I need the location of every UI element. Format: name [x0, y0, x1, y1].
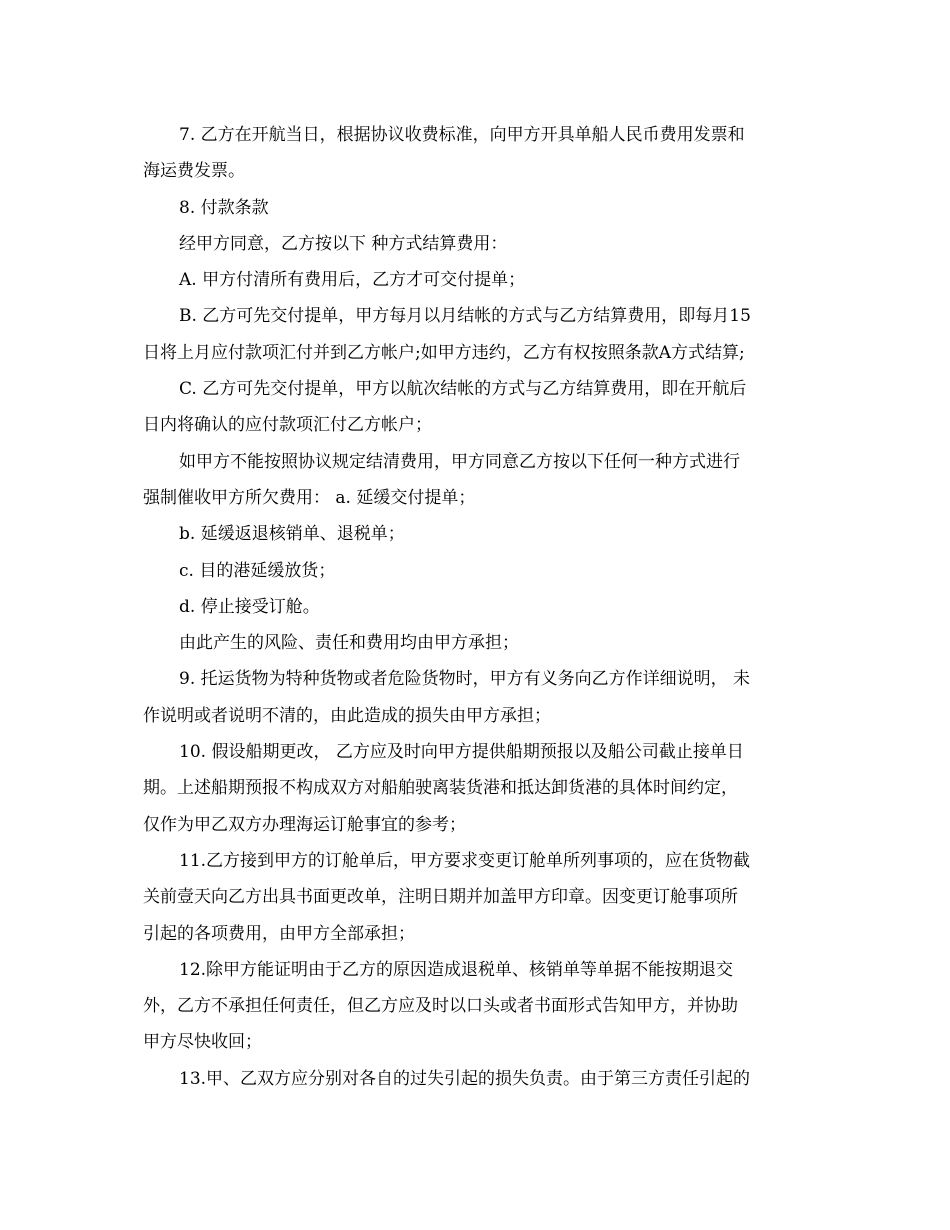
text-line: 12.除甲方能证明由于乙方的原因造成退税单、核销单等单据不能按期退交: [179, 959, 734, 980]
paragraph-13: [143, 1061, 813, 1097]
text-line: 经甲方同意，乙方按以下 种方式结算费用：: [179, 233, 508, 254]
text-line: 期。上述船期预报不构成双方对船舶驶离装货港和抵达卸货港的具体时间约定，: [143, 778, 738, 799]
paragraph-7: [143, 117, 813, 190]
paragraph-option-a: [143, 262, 813, 298]
paragraph-settlement-intro: [143, 226, 813, 262]
text-line: 强制催收甲方所欠费用： a. 延缓交付提单；: [143, 487, 476, 508]
text-line: 甲方尽快收回；: [143, 1032, 262, 1053]
text-line: C. 乙方可先交付提单，甲方以航次结帐的方式与乙方结算费用，即在开航后: [179, 379, 747, 400]
paragraph-enforcement-c: [143, 553, 813, 589]
paragraph-enforcement: [143, 444, 813, 517]
text-line: 关前壹天向乙方出具书面更改单，注明日期并加盖甲方印章。因变更订舱事项所: [143, 887, 738, 908]
document-body: [143, 117, 813, 1097]
paragraph-11: [143, 843, 813, 952]
text-line: 日内将确认的应付款项汇付乙方帐户；: [143, 415, 432, 436]
text-line: 海运费发票。: [143, 161, 245, 182]
text-line: c. 目的港延缓放货；: [179, 560, 336, 581]
text-line: b. 延缓返退核销单、退税单；: [179, 524, 405, 545]
text-line: 日将上月应付款项汇付并到乙方帐户;如甲方违约，乙方有权按照条款A方式结算;: [143, 342, 745, 363]
paragraph-9: [143, 661, 813, 734]
paragraph-12: [143, 952, 813, 1061]
text-line: 11.乙方接到甲方的订舱单后，甲方要求变更订舱单所列事项的，应在货物截: [179, 850, 751, 871]
text-line: 仅作为甲乙双方办理海运订舱事宜的参考；: [143, 814, 466, 835]
paragraph-option-b: [143, 298, 813, 371]
paragraph-10: [143, 734, 813, 843]
text-line: d. 停止接受订舱。: [179, 596, 320, 617]
paragraph-option-c: [143, 371, 813, 444]
text-line: 作说明或者说明不清的，由此造成的损失由甲方承担；: [143, 705, 551, 726]
text-line: 10. 假设船期更改， 乙方应及时向甲方提供船期预报以及船公司截止接单日: [179, 742, 744, 763]
paragraph-enforcement-d: [143, 589, 813, 625]
paragraph-enforcement-b: [143, 516, 813, 552]
text-line: 9. 托运货物为特种货物或者危险货物时，甲方有义务向乙方作详细说明， 未: [179, 669, 751, 690]
text-line: B. 乙方可先交付提单，甲方每月以月结帐的方式与乙方结算费用，即每月15: [179, 306, 751, 327]
paragraph-8-heading: [143, 190, 813, 226]
text-line: A. 甲方付清所有费用后，乙方才可交付提单；: [179, 270, 526, 291]
text-line: 7. 乙方在开航当日，根据协议收费标准，向甲方开具单船人民币费用发票和: [179, 125, 745, 145]
text-line: 引起的各项费用，由甲方全部承担；: [143, 923, 415, 944]
text-line: 如甲方不能按照协议规定结清费用，甲方同意乙方按以下任何一种方式进行: [179, 451, 740, 472]
text-line: 13.甲、乙双方应分别对各自的过失引起的损失负责。由于第三方责任引起的: [179, 1068, 751, 1089]
text-line: 8. 付款条款: [179, 197, 269, 218]
paragraph-liability: [143, 625, 813, 661]
text-line: 由此产生的风险、责任和费用均由甲方承担；: [179, 633, 519, 654]
text-line: 外，乙方不承担任何责任，但乙方应及时以口头或者书面形式告知甲方，并协助: [143, 996, 738, 1017]
